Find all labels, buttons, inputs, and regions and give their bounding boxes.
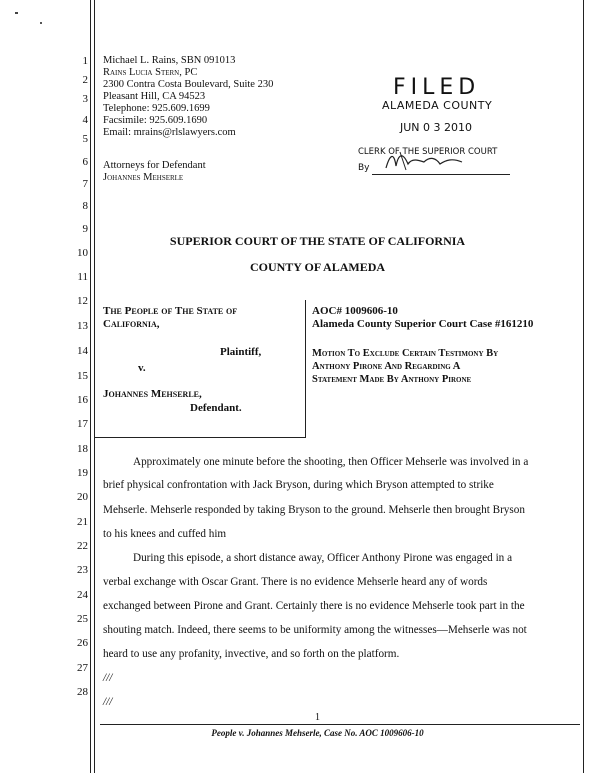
caption-divider — [305, 300, 306, 438]
line-number: 14 — [77, 345, 88, 357]
motion-title-1: Motion To Exclude Certain Testimony By — [312, 348, 499, 359]
body-paragraph-2-line-1: During this episode, a short distance away, Officer Anthony Pirone was engaged in a — [133, 552, 513, 564]
page-number: 1 — [315, 712, 320, 723]
line-number: 2 — [82, 74, 88, 86]
attorneys-for-label: Attorneys for Defendant — [103, 160, 206, 171]
footer-rule — [100, 724, 580, 725]
line-number: 6 — [82, 156, 88, 168]
continuation-slashes-2: /// — [103, 696, 113, 708]
line-number: 28 — [77, 686, 88, 698]
line-number: 19 — [77, 467, 88, 479]
body-paragraph-2-line-3: exchanged between Pirone and Grant. Certainly there is no evidence Mehserle took part in the — [103, 600, 525, 612]
stamp-clerk: CLERK OF THE SUPERIOR COURT — [358, 147, 498, 157]
line-number: 8 — [82, 200, 88, 212]
plaintiff-line-2: California, — [103, 318, 160, 330]
footer-caption: People v. Johannes Mehserle, Case No. AOC 1009606-10 — [211, 728, 424, 738]
line-number: 13 — [77, 320, 88, 332]
body-paragraph-2-line-2: verbal exchange with Oscar Grant. There is no evidence Mehserle heard any of words — [103, 576, 488, 588]
defendant-name: Johannes Mehserle, — [103, 388, 202, 400]
motion-title-3: Statement Made By Anthony Pirone — [312, 374, 472, 385]
line-number: 15 — [77, 370, 88, 382]
plaintiff-role: Plaintiff, — [220, 346, 262, 358]
line-number: 5 — [82, 133, 88, 145]
attorney-address-1: 2300 Contra Costa Boulevard, Suite 230 — [103, 79, 274, 90]
line-number: 12 — [77, 295, 88, 307]
left-margin-line-inner — [94, 0, 95, 773]
versus-label: v. — [138, 362, 146, 374]
case-number: Alameda County Superior Court Case #161210 — [312, 318, 534, 330]
line-number: 3 — [82, 93, 88, 105]
line-number: 11 — [77, 271, 88, 283]
body-paragraph-1-line-4: to his knees and cuffed him — [103, 528, 227, 540]
motion-title-2: Anthony Pirone And Regarding A — [312, 361, 461, 372]
scan-speck — [15, 12, 18, 14]
line-number: 18 — [77, 443, 88, 455]
scan-speck — [40, 22, 42, 24]
court-county: COUNTY OF ALAMEDA — [249, 260, 386, 274]
body-paragraph-2-line-4: shouting match. Indeed, there seems to be uniformity among the witnesses—Mehserle was not — [103, 624, 527, 636]
line-number: 27 — [77, 662, 88, 674]
attorney-firm: Rains Lucia Stern, PC — [103, 67, 198, 78]
line-number: 9 — [82, 223, 88, 235]
clerk-signature-icon — [378, 146, 478, 176]
client-name: Johannes Mehserle — [103, 172, 184, 183]
body-paragraph-1-line-2: brief physical confrontation with Jack Bryson, during which Bryson attempted to strike — [103, 479, 494, 491]
line-number: 22 — [77, 540, 88, 552]
body-paragraph-2-line-5: heard to use any profanity, invective, and so forth on the platform. — [103, 648, 400, 660]
line-number: 20 — [77, 491, 88, 503]
line-number: 23 — [77, 564, 88, 576]
line-number: 7 — [82, 178, 88, 190]
aoc-number: AOC# 1009606-10 — [312, 305, 398, 317]
line-number: 26 — [77, 637, 88, 649]
line-number: 21 — [77, 516, 88, 528]
attorney-name: Michael L. Rains, SBN 091013 — [103, 55, 236, 66]
stamp-county: ALAMEDA COUNTY — [382, 99, 493, 112]
left-margin-line-outer — [90, 0, 91, 773]
plaintiff-line-1: The People of The State of — [103, 305, 238, 317]
line-number: 1 — [82, 55, 88, 67]
caption-bottom-line — [95, 437, 305, 438]
line-number: 10 — [77, 247, 88, 259]
line-number: 4 — [82, 114, 88, 126]
court-title: SUPERIOR COURT OF THE STATE OF CALIFORNIA — [169, 234, 466, 248]
attorney-address-2: Pleasant Hill, CA 94523 — [103, 91, 206, 102]
stamp-filed: FILED — [393, 75, 481, 100]
attorney-email: Email: mrains@rlslawyers.com — [103, 127, 236, 138]
line-number: 24 — [77, 589, 88, 601]
body-paragraph-1-line-1: Approximately one minute before the shooting, then Officer Mehserle was involved in a — [133, 456, 529, 468]
stamp-date: JUN 0 3 2010 — [400, 121, 473, 134]
right-margin-line — [583, 0, 584, 773]
continuation-slashes-1: /// — [103, 672, 113, 684]
body-paragraph-1-line-3: Mehserle. Mehserle responded by taking Bryson to the ground. Mehserle then brought Bryson — [103, 504, 525, 516]
line-number: 16 — [77, 394, 88, 406]
attorney-facsimile: Facsimile: 925.609.1690 — [103, 115, 208, 126]
defendant-role: Defendant. — [190, 402, 242, 414]
stamp-by: By — [358, 163, 370, 173]
line-number: 17 — [77, 418, 88, 430]
attorney-telephone: Telephone: 925.609.1699 — [103, 103, 210, 114]
line-number: 25 — [77, 613, 88, 625]
